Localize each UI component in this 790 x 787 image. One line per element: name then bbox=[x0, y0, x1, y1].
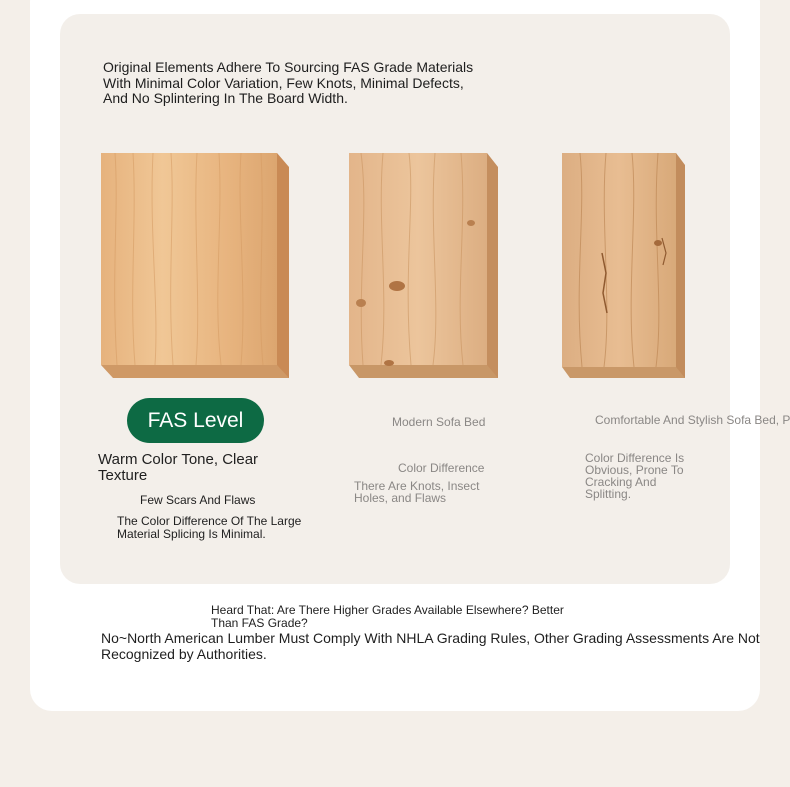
fas-title: Warm Color Tone, Clear Texture bbox=[98, 451, 259, 484]
fas-level-badge: FAS Level bbox=[127, 398, 264, 443]
grade-2-point-2: There Are Knots, Insect Holes, and Flaws bbox=[354, 479, 480, 505]
fas-point-2: The Color Difference Of The Large Material Splicing Is Minimal. bbox=[117, 514, 302, 541]
grade-3-title: Comfortable And Stylish Sofa Bed, P bbox=[595, 413, 790, 427]
faq-answer: No~North American Lumber Must Comply With NHLA Grading Rules, Other Grading Assessments Are Not Recognized by Authorities. bbox=[101, 630, 760, 662]
grade-2-point-1: Color Difference bbox=[398, 461, 485, 475]
oak-board-fas-image bbox=[101, 153, 291, 379]
grade-3-point-1: Color Difference Is Obvious, Prone To Cracking And Splitting. bbox=[585, 451, 685, 501]
faq-question: Heard That: Are There Higher Grades Available Elsewhere? Better Than FAS Grade? bbox=[211, 603, 564, 630]
grade-2-title: Modern Sofa Bed bbox=[392, 415, 486, 429]
oak-board-knotty-image bbox=[349, 153, 499, 379]
intro-text: Original Elements Adhere To Sourcing FAS Grade Materials With Minimal Color Variation, Few Knots, Minimal Defects, And No Splintering In The Board Width. bbox=[103, 59, 474, 106]
fas-point-1: Few Scars And Flaws bbox=[140, 493, 256, 507]
oak-board-cracked-image bbox=[562, 153, 686, 379]
